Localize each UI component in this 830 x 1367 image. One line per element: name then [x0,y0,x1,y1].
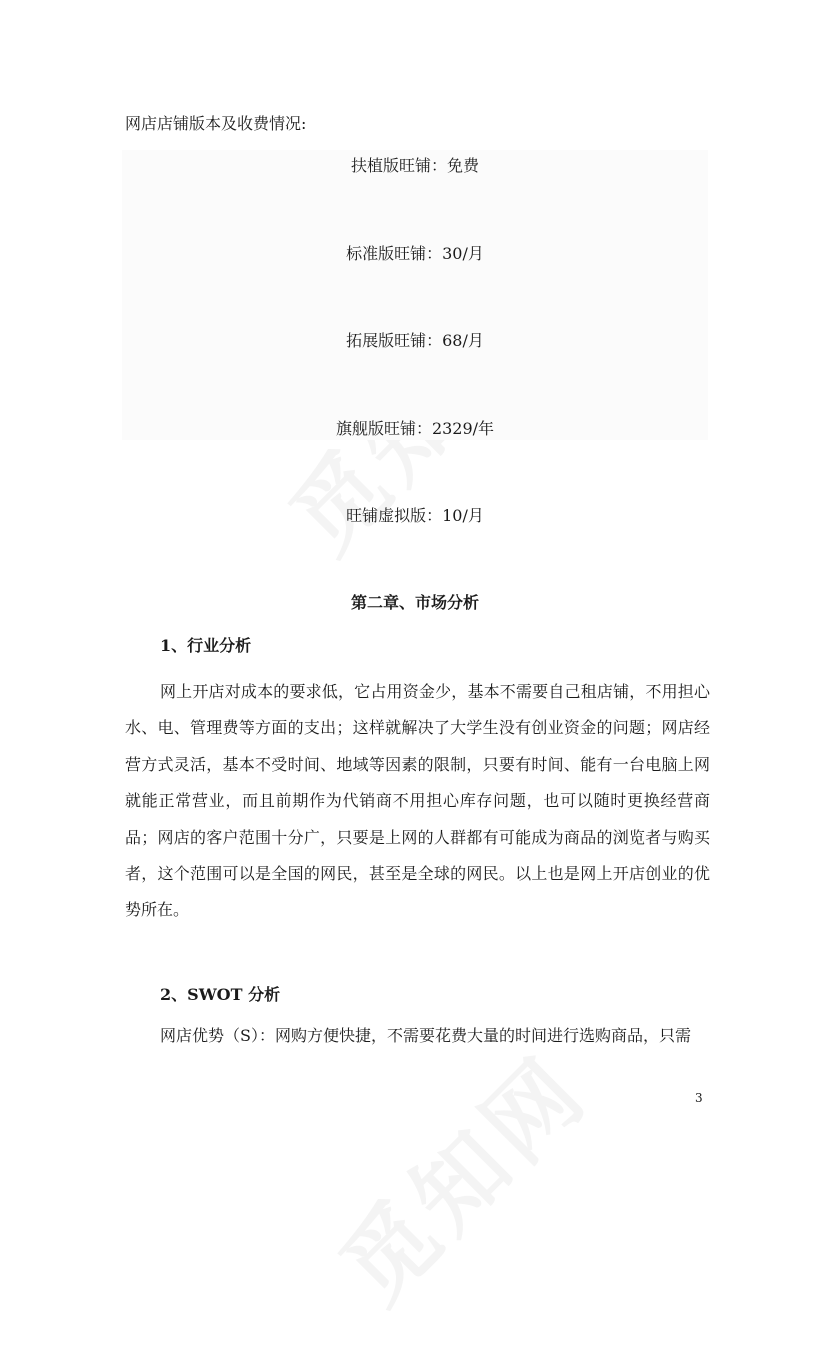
price-list-background [122,150,708,440]
price-item: 标准版旺铺：30/月 [346,244,484,263]
page-number: 3 [695,1091,703,1105]
chapter-title: 第二章、市场分析 [350,593,479,612]
swot-paragraph: 网店优势（S）：网购方便快捷，不需要花费大量的时间进行选购商品，只需 [160,1026,691,1045]
industry-analysis-paragraph: 网上开店对成本的要求低，它占用资金少，基本不需要自己租店铺，不用担心水、电、管理费等方面的支出；这样就解决了大学生没有创业资金的问题；网店经营方式灵活，基本不受时间、地域等因素的限制，只要有时间、能有一台电脑上网就能正常营业，而且前期作为代销商不用担心库存问题，也可以随时更换经营商品；网店的客户范围十分广，只要是上网的人群都有可能成为商品的浏览者与购买者，这个范围可以是全国的网民，甚至是全球的网民。以上也是网上开店创业的优势所在。 [125,682,710,920]
price-item: 旺铺虚拟版：10/月 [346,506,484,525]
price-item: 扶植版旺铺：免费 [350,156,479,175]
price-item: 拓展版旺铺：68/月 [346,331,484,350]
section-heading-swot: 2、SWOT 分析 [160,985,281,1004]
section-heading-industry: 1、行业分析 [160,636,252,655]
price-item: 旗舰版旺铺：2329/年 [335,419,495,438]
price-intro-text: 网店店铺版本及收费情况: [125,114,307,133]
